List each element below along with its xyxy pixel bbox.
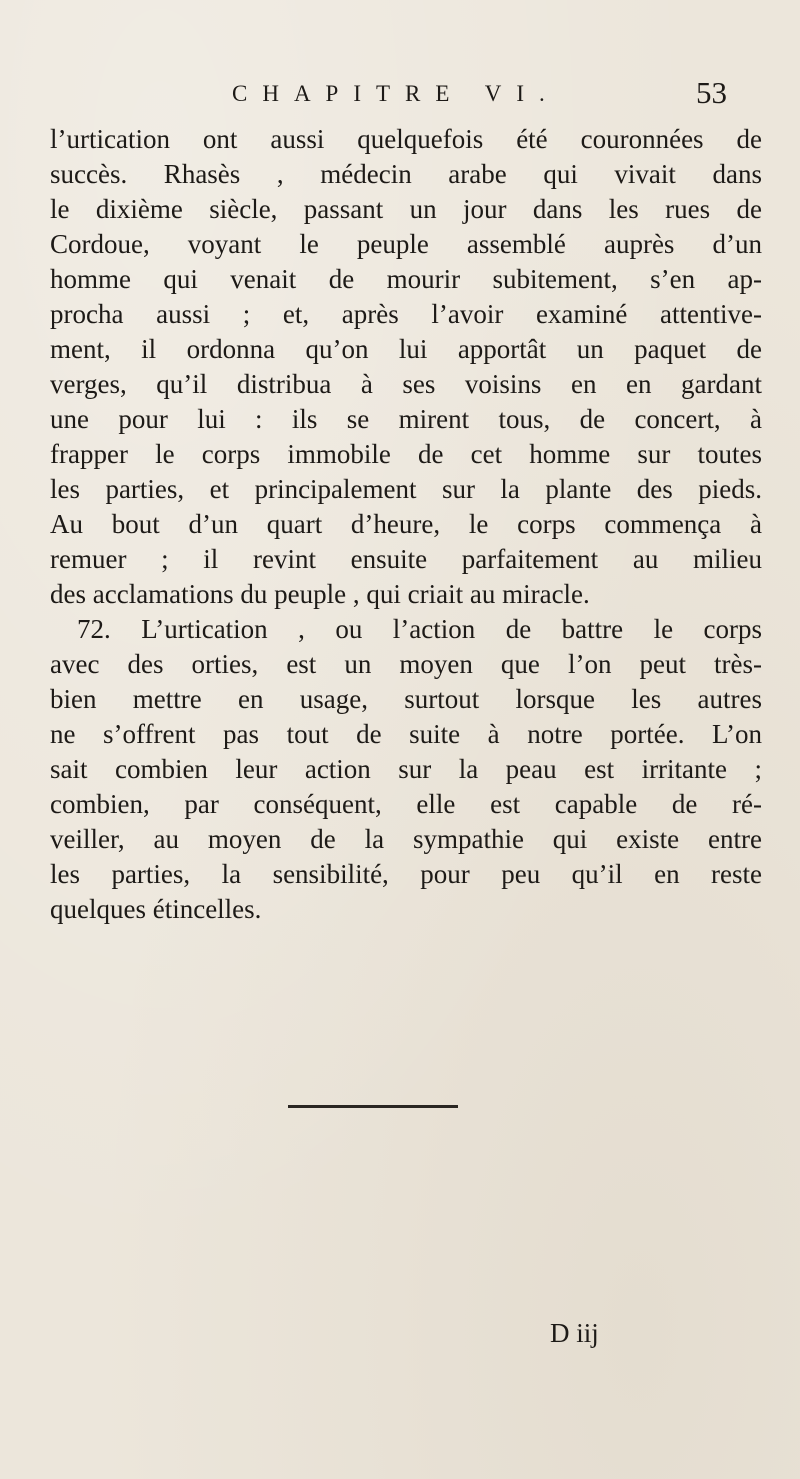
text-line: bien mettre en usage, surtout lorsque les autres bbox=[50, 684, 762, 714]
text-line: Cordoue, voyant le peuple assemblé auprès d’un bbox=[50, 229, 762, 259]
paragraph-2 bbox=[50, 612, 762, 927]
running-head: CHAPITRE VI. bbox=[232, 81, 560, 106]
text-line: homme qui venait de mourir subitement, s’en ap- bbox=[50, 264, 762, 294]
text-line: verges, qu’il distribua à ses voisins en en gardant bbox=[50, 369, 762, 399]
text-line: veiller, au moyen de la sympathie qui existe entre bbox=[50, 824, 762, 854]
text-line: ne s’offrent pas tout de suite à notre portée. L’on bbox=[50, 719, 762, 749]
text-line: frapper le corps immobile de cet homme sur toutes bbox=[50, 439, 762, 469]
text-line: remuer ; il revint ensuite parfaitement au milieu bbox=[50, 544, 762, 574]
body-text bbox=[50, 122, 762, 927]
text-line: une pour lui : ils se mirent tous, de concert, à bbox=[50, 404, 762, 434]
page-number: 53 bbox=[696, 75, 727, 110]
text-line: procha aussi ; et, après l’avoir examiné attentive- bbox=[50, 299, 762, 329]
text-line: les parties, et principalement sur la plante des pieds. bbox=[50, 474, 762, 504]
text-line: ment, il ordonna qu’on lui apportât un paquet de bbox=[50, 334, 762, 364]
page-header bbox=[0, 75, 800, 115]
text-line: succès. Rhasès , médecin arabe qui vivait dans bbox=[50, 159, 762, 189]
text-line: Au bout d’un quart d’heure, le corps commença à bbox=[50, 509, 762, 539]
text-line: avec des orties, est un moyen que l’on peut très- bbox=[50, 649, 762, 679]
text-line: combien, par conséquent, elle est capable de ré- bbox=[50, 789, 762, 819]
text-line: l’urtication ont aussi quelquefois été couronnées de bbox=[50, 124, 762, 154]
section-rule bbox=[288, 1105, 458, 1108]
signature-mark: D iij bbox=[550, 1318, 599, 1348]
text-line: le dixième siècle, passant un jour dans les rues de bbox=[50, 194, 762, 224]
paragraph-1 bbox=[50, 122, 762, 612]
text-line: quelques étincelles. bbox=[50, 894, 262, 924]
text-line: sait combien leur action sur la peau est irritante ; bbox=[50, 754, 762, 784]
text-line: des acclamations du peuple , qui criait au miracle. bbox=[50, 579, 590, 609]
text-line: 72. L’urtication , ou l’action de battre le corps bbox=[77, 614, 762, 644]
text-line: les parties, la sensibilité, pour peu qu’il en reste bbox=[50, 859, 762, 889]
